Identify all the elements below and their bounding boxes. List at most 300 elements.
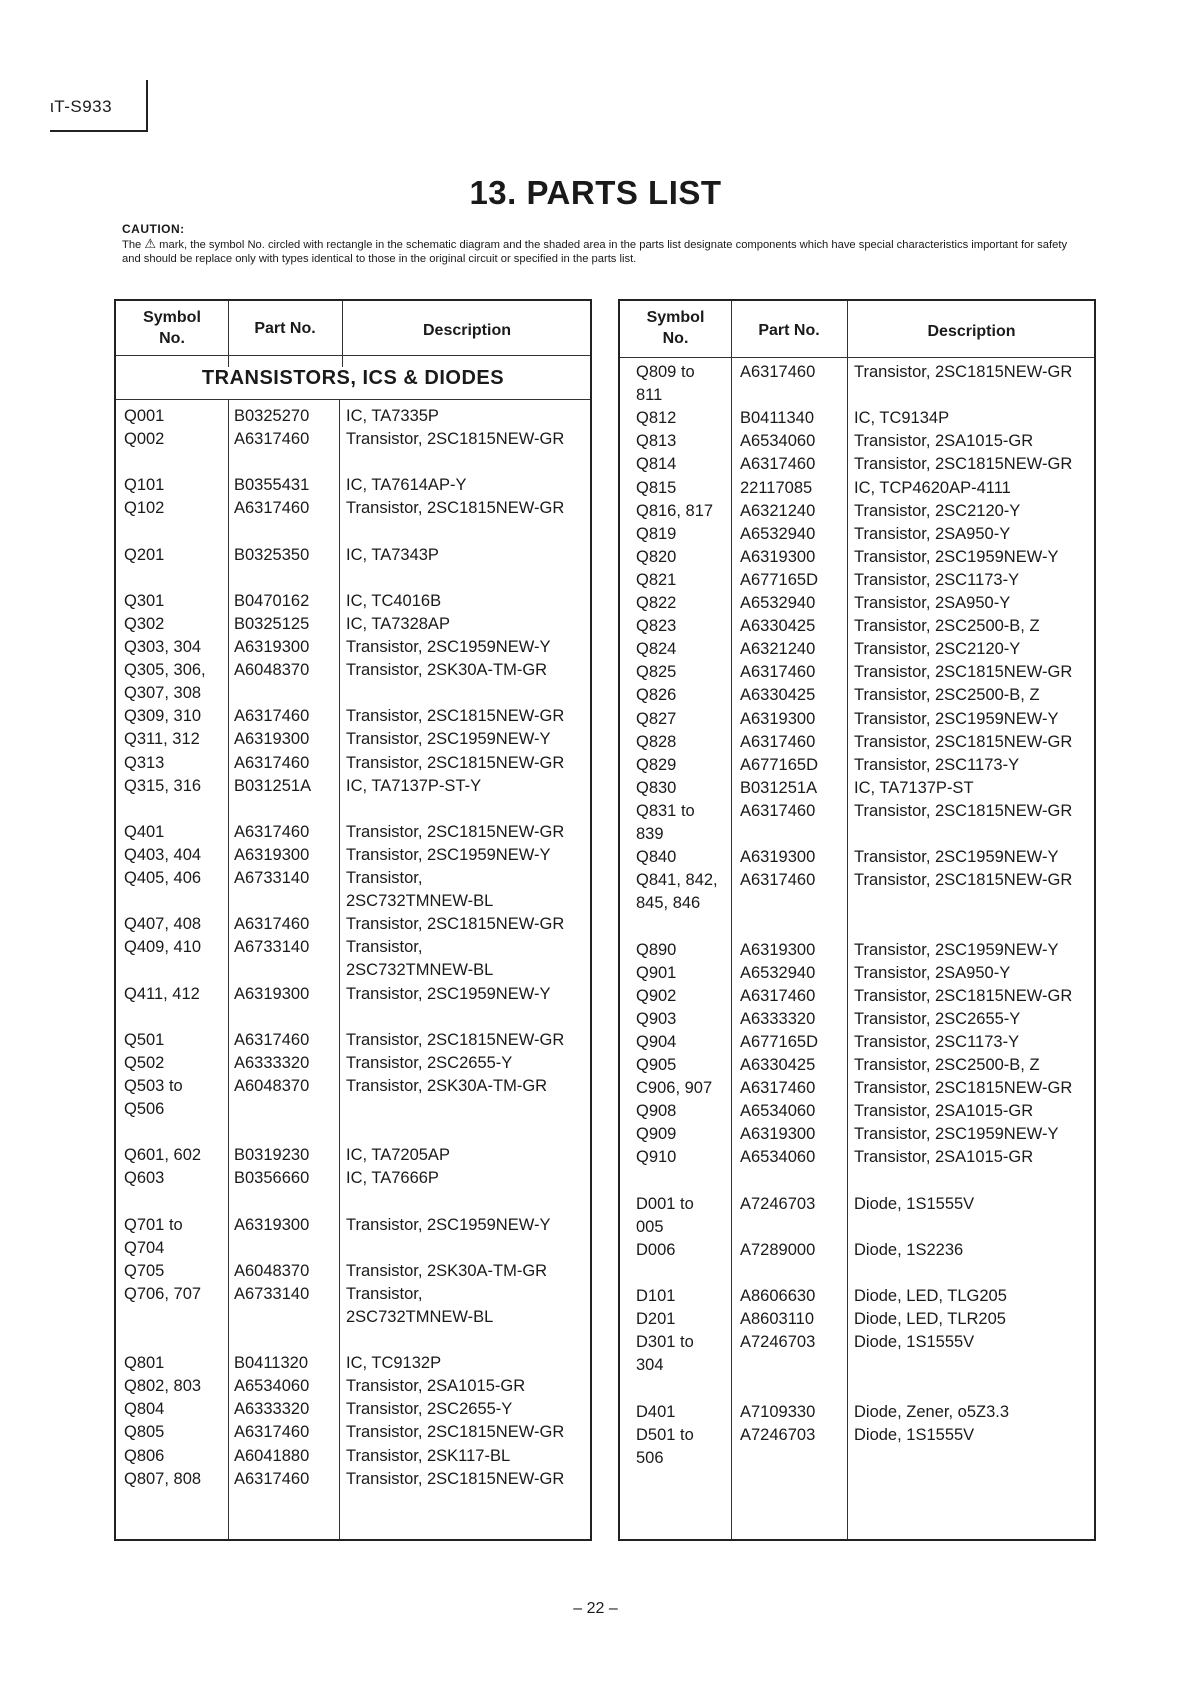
table-row (620, 523, 1094, 546)
table-row (620, 1170, 1094, 1193)
description-cell: Transistor, 2SC1173-Y (854, 570, 1020, 589)
part-no-cell: A6317460 (234, 753, 310, 772)
table-row (620, 777, 1094, 800)
table-row (620, 1054, 1094, 1077)
right-parts-table (618, 299, 1096, 1541)
caution-text-post: mark, the symbol No. circled with rectangle in the schematic diagram and the shaded area in the parts list designate components which have special characteristics important for safety and should be replace only with types identical to those in the original circuit or specified in the parts list. (122, 239, 1068, 265)
left-parts-table (114, 299, 592, 1541)
part-no-cell: A6319300 (740, 709, 816, 728)
part-no-cell: B0355431 (234, 476, 310, 495)
part-no-cell: A8603110 (740, 1310, 815, 1329)
symbol-no-cell: Q403, 404 (124, 845, 202, 864)
model-number: ιT-S933 (50, 97, 113, 116)
table-row (620, 430, 1094, 453)
header-part-no: Part No. (254, 320, 316, 337)
part-no-cell: A6317460 (740, 986, 816, 1005)
symbol-no-cell: Q405, 406 (124, 869, 202, 887)
description-cell: Transistor, 2SK30A-TM-GR (346, 1076, 548, 1095)
part-no-cell: A677165D (740, 1032, 818, 1051)
caution-label: CAUTION: (122, 222, 185, 236)
table-row (620, 1008, 1094, 1031)
part-no-cell: A6534060 (740, 1102, 816, 1121)
symbol-no-cell: Q819 (636, 524, 677, 543)
table-row (620, 869, 1094, 892)
table-row (116, 1121, 590, 1144)
part-no-cell: A6321240 (740, 501, 816, 520)
part-no-cell: A6330425 (740, 617, 816, 636)
symbol-no-cell: Q909 (636, 1125, 677, 1144)
description-cell: Transistor, 2SC1815NEW-GR (346, 499, 565, 518)
symbol-no-cell: Q309, 310 (124, 707, 202, 726)
description-cell: Transistor, 2SC1815NEW-GR (854, 732, 1073, 751)
part-no-cell: B0325350 (234, 545, 310, 564)
symbol-no-cell: Q302 (124, 614, 165, 633)
part-no-cell: A6330425 (740, 1056, 816, 1074)
part-no-cell: 22117085 (740, 478, 813, 497)
description-cell: Transistor, 2SC1815NEW-GR (854, 801, 1073, 820)
table-row (620, 477, 1094, 500)
part-no-cell: A6317460 (234, 915, 310, 934)
description-cell: Transistor, 2SK117-BL (346, 1446, 511, 1465)
table-row (116, 844, 590, 867)
part-no-cell: B0325125 (234, 614, 310, 633)
part-no-cell: A6048370 (234, 1261, 310, 1280)
symbol-no-cell: Q820 (636, 547, 677, 566)
table-row (620, 1031, 1094, 1054)
symbol-no-cell: 811 (636, 386, 663, 405)
description-cell: Transistor, 2SC2655-Y (854, 1009, 1021, 1028)
part-no-cell: A8606630 (740, 1287, 816, 1305)
part-no-cell: A6532940 (740, 524, 816, 543)
table-row (116, 659, 590, 682)
table-row (116, 1144, 590, 1167)
symbol-no-cell: Q601, 602 (124, 1146, 202, 1165)
part-no-cell: A7246703 (740, 1425, 816, 1444)
description-cell: Transistor, (346, 1284, 423, 1303)
symbol-no-cell: Q813 (636, 432, 677, 451)
symbol-no-cell: Q829 (636, 755, 677, 774)
symbol-no-cell: Q903 (636, 1009, 677, 1028)
description-cell: IC, TA7137P-ST-Y (346, 776, 482, 795)
table-row (620, 1146, 1094, 1169)
part-no-cell: B031251A (740, 778, 818, 797)
symbol-no-cell: Q305, 306, (124, 661, 206, 680)
table-row (116, 544, 590, 567)
symbol-no-cell: Q315, 316 (124, 776, 202, 795)
table-row (620, 962, 1094, 985)
table-row (116, 428, 590, 451)
symbol-no-cell: Q313 (124, 753, 165, 772)
symbol-no-cell: 506 (636, 1448, 664, 1467)
description-cell: Transistor, 2SC1815NEW-GR (854, 663, 1073, 682)
table-row (620, 1123, 1094, 1146)
description-cell: Transistor, (346, 938, 423, 957)
description-cell: Transistor, 2SC1815NEW-GR (346, 915, 565, 934)
part-no-cell: A6317460 (740, 363, 816, 381)
table-row (116, 1375, 590, 1398)
part-no-cell: A6333320 (740, 1009, 816, 1028)
table-row (116, 1445, 590, 1468)
table-row (620, 1193, 1094, 1216)
table-row (620, 592, 1094, 615)
table-row (620, 823, 1094, 846)
part-no-cell: A6317460 (740, 871, 816, 890)
symbol-no-cell: 005 (636, 1217, 664, 1236)
symbol-no-cell: Q826 (636, 686, 677, 705)
description-cell: Transistor, 2SC1815NEW-GR (346, 430, 565, 449)
symbol-no-cell: Q901 (636, 963, 677, 982)
table-row (116, 821, 590, 844)
symbol-no-cell: Q801 (124, 1354, 165, 1373)
description-cell: Transistor, 2SC2655-Y (346, 1400, 513, 1419)
table-row (620, 1401, 1094, 1424)
table-row (116, 983, 590, 1006)
symbol-no-cell: Q841, 842, (636, 871, 718, 890)
part-no-cell: A6317460 (234, 1469, 310, 1488)
symbol-no-cell: Q311, 312 (124, 730, 200, 749)
description-cell: Transistor, 2SC1959NEW-Y (346, 638, 551, 656)
description-cell: Transistor, 2SC1815NEW-GR (346, 1423, 565, 1442)
symbol-no-cell: Q806 (124, 1446, 165, 1465)
table-row (620, 1308, 1094, 1331)
symbol-no-cell: Q706, 707 (124, 1284, 202, 1303)
part-no-cell: B0356660 (234, 1169, 310, 1188)
description-cell: Transistor, (346, 869, 423, 887)
table-row (116, 474, 590, 497)
table-row (620, 1077, 1094, 1100)
symbol-no-cell: Q704 (124, 1238, 165, 1257)
symbol-no-cell: 839 (636, 825, 664, 843)
part-no-cell: A7246703 (740, 1333, 816, 1352)
table-row (116, 1052, 590, 1075)
page-title: 13. PARTS LIST (469, 174, 722, 211)
symbol-no-cell: 845, 846 (636, 894, 701, 913)
symbol-no-cell: Q815 (636, 478, 677, 497)
table-row (620, 1424, 1094, 1447)
part-no-cell: A6534060 (740, 432, 816, 451)
part-no-cell: A6321240 (740, 640, 816, 659)
table-row (620, 1216, 1094, 1239)
table-row (116, 1398, 590, 1421)
part-no-cell: A6317460 (740, 732, 816, 751)
symbol-no-cell: D101 (636, 1287, 676, 1305)
description-cell: Transistor, 2SC1959NEW-Y (346, 730, 551, 749)
description-cell: Diode, 1S1555V (854, 1333, 975, 1352)
table-row (116, 405, 590, 428)
warning-triangle-icon: ⚠ (144, 236, 157, 251)
description-cell: Transistor, 2SC1959NEW-Y (854, 940, 1059, 959)
table-row (620, 615, 1094, 638)
description-cell: Transistor, 2SC2500-B, Z (854, 686, 1040, 705)
description-cell: Diode, 1S1555V (854, 1194, 975, 1213)
table-row (116, 728, 590, 751)
description-cell: Transistor, 2SC1815NEW-GR (346, 707, 565, 726)
table-row (620, 361, 1094, 384)
description-cell: Diode, 1S2236 (854, 1240, 964, 1259)
table-row (116, 1260, 590, 1283)
header-symbol-no: Symbol No. (143, 309, 201, 347)
part-no-cell: A6317460 (234, 499, 310, 518)
part-no-cell: A6317460 (740, 455, 816, 474)
symbol-no-cell: Q301 (124, 591, 165, 610)
symbol-no-cell: Q101 (124, 476, 165, 495)
description-cell: Transistor, 2SC2120-Y (854, 501, 1021, 520)
description-cell: Transistor, 2SC1959NEW-Y (346, 984, 551, 1003)
symbol-no-cell: Q814 (636, 455, 677, 474)
description-cell: IC, TA7343P (346, 545, 439, 564)
symbol-no-cell: Q506 (124, 1100, 165, 1118)
description-cell: IC, TC4016B (346, 591, 442, 610)
table-row (116, 1006, 590, 1029)
table-row (620, 800, 1094, 823)
symbol-no-cell: Q910 (636, 1148, 677, 1167)
symbol-no-cell: Q908 (636, 1102, 677, 1121)
table-row (620, 892, 1094, 915)
part-no-cell: A6330425 (740, 686, 816, 705)
part-no-cell: A6319300 (234, 984, 310, 1003)
description-cell: Transistor, 2SC1959NEW-Y (346, 1215, 551, 1234)
symbol-no-cell: Q816, 817 (636, 501, 714, 520)
description-cell: 2SC732TMNEW-BL (346, 892, 494, 911)
part-no-cell: A6333320 (234, 1400, 310, 1419)
symbol-no-cell: Q401 (124, 822, 165, 841)
symbol-no-cell: Q902 (636, 986, 677, 1005)
part-no-cell: A6317460 (740, 801, 816, 820)
caution-text (122, 238, 1087, 266)
table-row (116, 521, 590, 544)
table-row (116, 1190, 590, 1213)
part-no-cell: A6048370 (234, 661, 310, 680)
table-row (116, 682, 590, 705)
table-row (116, 959, 590, 982)
part-no-cell: A6319300 (740, 848, 816, 867)
table-row (620, 384, 1094, 407)
symbol-no-cell: Q802, 803 (124, 1377, 202, 1396)
description-cell: IC, TA7335P (346, 407, 439, 425)
part-no-cell: A6319300 (234, 1215, 310, 1234)
description-cell: IC, TC9134P (854, 409, 950, 428)
table-row (620, 407, 1094, 430)
description-cell: Transistor, 2SA1015-GR (346, 1377, 526, 1396)
symbol-no-cell: Q828 (636, 732, 677, 751)
description-cell: IC, TC9132P (346, 1354, 442, 1373)
table-row (116, 752, 590, 775)
description-cell: IC, TA7666P (346, 1169, 439, 1188)
table-row (620, 1285, 1094, 1308)
description-cell: Diode, LED, TLR205 (854, 1310, 1006, 1329)
symbol-no-cell: Q824 (636, 640, 677, 659)
description-cell: Transistor, 2SC1815NEW-GR (854, 455, 1073, 474)
part-no-cell: A6534060 (234, 1377, 310, 1396)
symbol-no-cell: Q705 (124, 1261, 165, 1280)
description-cell: Transistor, 2SC2500-B, Z (854, 1056, 1040, 1074)
description-cell: Transistor, 2SC2655-Y (346, 1053, 513, 1072)
description-cell: IC, TA7137P-ST (854, 778, 974, 797)
table-row (116, 705, 590, 728)
symbol-no-cell: Q812 (636, 409, 677, 428)
part-no-cell: A6317460 (234, 1423, 310, 1442)
table-row (116, 613, 590, 636)
symbol-no-cell: D201 (636, 1310, 676, 1329)
part-no-cell: B0470162 (234, 591, 310, 610)
description-cell: Transistor, 2SA950-Y (854, 524, 1011, 543)
part-no-cell: A6317460 (740, 1079, 816, 1098)
table-row (620, 453, 1094, 476)
description-cell: Diode, Zener, o5Z3.3 (854, 1402, 1010, 1421)
description-cell: IC, TA7328AP (346, 614, 450, 633)
symbol-no-cell: Q701 to (124, 1215, 183, 1234)
table-row (620, 500, 1094, 523)
section-title: TRANSISTORS, ICS & DIODES (116, 367, 590, 390)
symbol-no-cell: Q501 (124, 1030, 165, 1049)
description-cell: Transistor, 2SA950-Y (854, 594, 1011, 612)
description-cell: Transistor, 2SC1815NEW-GR (346, 822, 565, 841)
description-cell: Diode, 1S1555V (854, 1425, 975, 1444)
symbol-no-cell: Q890 (636, 940, 677, 959)
description-cell: Transistor, 2SK30A-TM-GR (346, 661, 548, 680)
table-row (620, 1100, 1094, 1123)
table-row (116, 590, 590, 613)
part-no-cell: A677165D (740, 755, 818, 774)
table-row (116, 1421, 590, 1444)
part-no-cell: A6534060 (740, 1148, 816, 1167)
part-no-cell: A6317460 (234, 1030, 310, 1049)
header-description: Description (422, 322, 511, 339)
part-no-cell: B0411340 (740, 409, 815, 428)
part-no-cell: A6048370 (234, 1076, 310, 1095)
description-cell: Diode, LED, TLG205 (854, 1287, 1007, 1305)
part-no-cell: B0319230 (234, 1146, 310, 1165)
table-row (620, 1447, 1094, 1470)
table-row (116, 867, 590, 890)
table-row (620, 731, 1094, 754)
symbol-no-cell: Q905 (636, 1056, 677, 1074)
symbol-no-cell: 304 (636, 1356, 664, 1375)
part-no-cell: A6319300 (234, 730, 310, 749)
symbol-no-cell: Q411, 412 (124, 984, 200, 1003)
symbol-no-cell: Q821 (636, 570, 677, 589)
symbol-no-cell: Q409, 410 (124, 938, 202, 957)
table-row (116, 451, 590, 474)
symbol-no-cell: Q002 (124, 430, 165, 449)
description-cell: Transistor, 2SA1015-GR (854, 1148, 1034, 1167)
table-row (116, 636, 590, 659)
symbol-no-cell: Q904 (636, 1032, 677, 1051)
part-no-cell: A6317460 (234, 430, 310, 449)
table-row (116, 1306, 590, 1329)
symbol-no-cell: Q303, 304 (124, 638, 202, 656)
table-row (620, 915, 1094, 938)
table-row (620, 638, 1094, 661)
description-cell: Transistor, 2SC1959NEW-Y (346, 845, 551, 864)
table-row (116, 890, 590, 913)
table-row (116, 1352, 590, 1375)
description-cell: Transistor, 2SC1173-Y (854, 1032, 1020, 1051)
part-no-cell: A6041880 (234, 1446, 310, 1465)
part-no-cell: A7246703 (740, 1194, 816, 1213)
part-no-cell: B0411320 (234, 1354, 309, 1373)
table-row (116, 1075, 590, 1098)
page-number: – 22 – (573, 1600, 618, 1617)
table-row (620, 985, 1094, 1008)
part-no-cell: A6319300 (234, 845, 310, 864)
part-no-cell: A6733140 (234, 1284, 310, 1303)
description-cell: Transistor, 2SC1959NEW-Y (854, 848, 1059, 867)
description-cell: Transistor, 2SC1173-Y (854, 755, 1020, 774)
description-cell: IC, TA7205AP (346, 1146, 450, 1165)
symbol-no-cell: Q805 (124, 1423, 165, 1442)
part-no-cell: A6532940 (740, 963, 816, 982)
symbol-no-cell: Q503 to (124, 1076, 183, 1095)
part-no-cell: A7109330 (740, 1402, 816, 1421)
description-cell: Transistor, 2SC1815NEW-GR (346, 753, 565, 772)
symbol-no-cell: Q807, 808 (124, 1469, 202, 1488)
symbol-no-cell: Q407, 408 (124, 915, 202, 934)
part-no-cell: A6319300 (740, 1125, 816, 1144)
table-row (620, 684, 1094, 707)
description-cell: Transistor, 2SA950-Y (854, 963, 1011, 982)
symbol-no-cell: Q201 (124, 545, 165, 564)
header-part-no: Part No. (758, 322, 820, 339)
table-row (116, 1237, 590, 1260)
table-row (620, 1262, 1094, 1285)
table-row (116, 567, 590, 590)
table-row (116, 1167, 590, 1190)
table-row (620, 1239, 1094, 1262)
table-row (116, 775, 590, 798)
symbol-no-cell: D401 (636, 1402, 676, 1421)
table-row (620, 708, 1094, 731)
part-no-cell: B0325270 (234, 407, 310, 425)
table-row (116, 936, 590, 959)
symbol-no-cell: Q502 (124, 1053, 165, 1072)
description-cell: Transistor, 2SC2500-B, Z (854, 617, 1040, 636)
table-row (116, 497, 590, 520)
part-no-cell: A6317460 (740, 663, 816, 682)
table-row (116, 1329, 590, 1352)
part-no-cell: A6733140 (234, 869, 310, 887)
symbol-no-cell: D301 to (636, 1333, 694, 1352)
table-row (116, 1098, 590, 1121)
description-cell: Transistor, 2SC1815NEW-GR (854, 986, 1073, 1005)
symbol-no-cell: Q822 (636, 594, 677, 612)
table-row (620, 1377, 1094, 1400)
part-no-cell: A677165D (740, 570, 818, 589)
part-no-cell: A6317460 (234, 707, 310, 726)
table-row (620, 1354, 1094, 1377)
table-row (116, 1283, 590, 1306)
symbol-no-cell: Q603 (124, 1169, 165, 1188)
part-no-cell: A7289000 (740, 1240, 816, 1259)
description-cell: Transistor, 2SC1959NEW-Y (854, 1125, 1059, 1144)
symbol-no-cell: Q307, 308 (124, 684, 202, 703)
description-cell: Transistor, 2SC2120-Y (854, 640, 1021, 659)
table-row (620, 661, 1094, 684)
description-cell: Transistor, 2SC1959NEW-Y (854, 709, 1059, 728)
description-cell: Transistor, 2SC1815NEW-GR (854, 871, 1073, 890)
symbol-no-cell: Q102 (124, 499, 165, 518)
symbol-no-cell: Q840 (636, 848, 677, 867)
table-row (116, 1029, 590, 1052)
table-row (620, 754, 1094, 777)
description-cell: 2SC732TMNEW-BL (346, 1307, 494, 1326)
table-row (620, 546, 1094, 569)
symbol-no-cell: Q831 to (636, 801, 695, 820)
table-row (620, 1331, 1094, 1354)
description-cell: IC, TCP4620AP-4111 (854, 478, 1011, 497)
part-no-cell: A6319300 (740, 940, 816, 959)
table-row (620, 846, 1094, 869)
